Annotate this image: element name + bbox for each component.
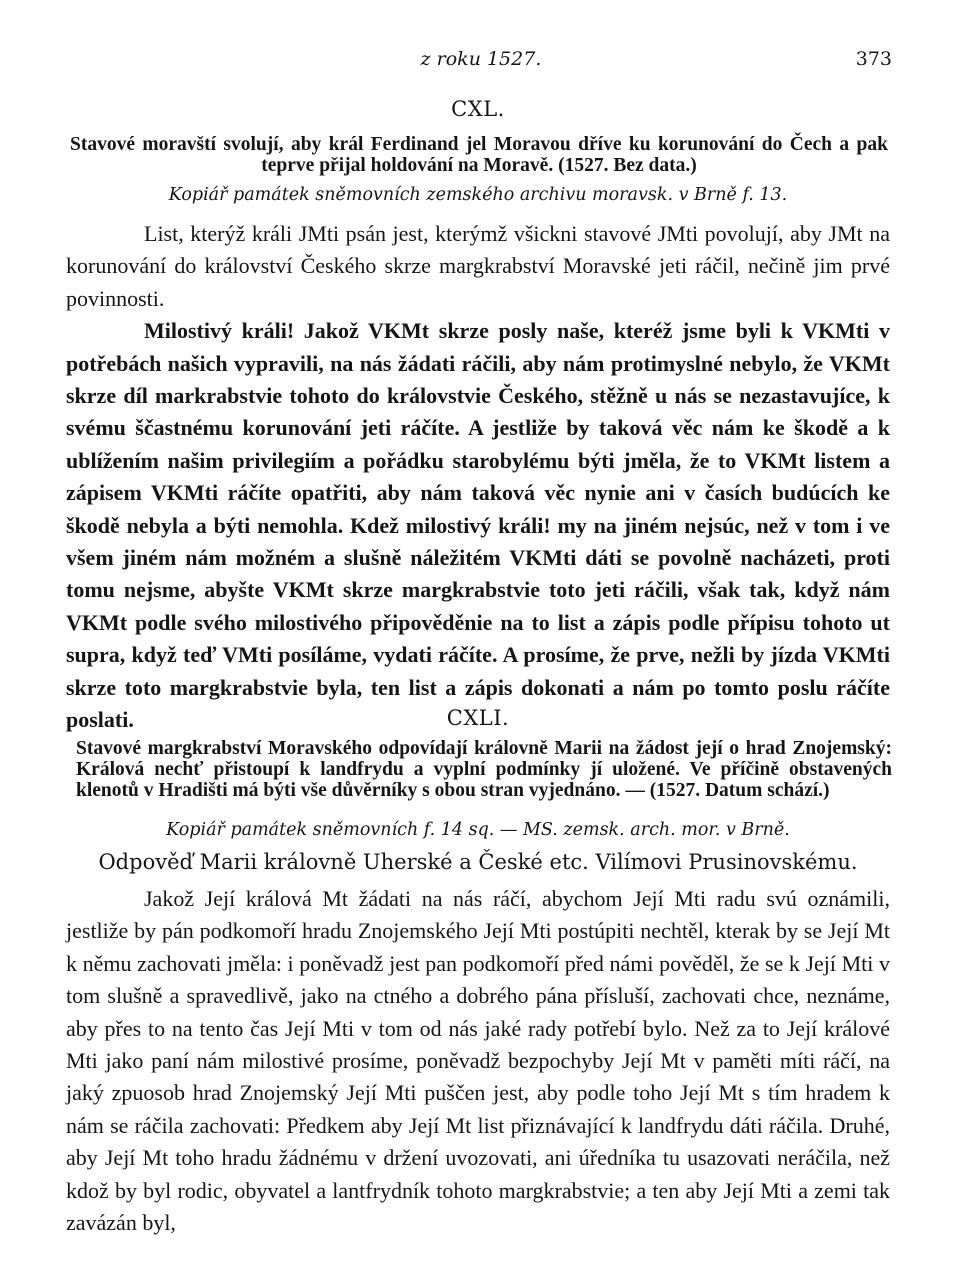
document-intro: List, kterýž králi JMti psán jest, kterýmž všickni stavové JMti povolují, aby JMt na korunování do království Českého skrze margkrabství Moravské jeti ráčil, nečině jim prvé povinnosti. — [66, 221, 890, 311]
document-number-cxli: CXLI. — [446, 706, 510, 730]
letter-text-cxl: Milostivý králi! Jakož VKMt skrze posly naše, kteréž jsme byli k VKMti v potřebách našich vypravili, na nás žádati ráčili, aby nám protimyslné nebylo, že VKMt skrze díl markrabstvie tohoto do královstvie Českého, stěžně u nás se nezastavujíce, k svému ščastnému korunování jeti ráčíte. A jestliže by taková věc nám ke škodě a k ublížením našim privilegiím a pořádku starobylému býti jměla, že to VKMt listem a zápisem VKMti ráčíte opatřiti, aby nám taková věc nynie ani v časích budúcích ke škodě nebyla a býti nemohla. Kdež milostivý králi! my na jiném nejsúc, než v tom i ve všem jiném nám možném a slušně náležitém VKMti dáti se povolně nacházeti, proti tomu nejsme, abyšte VKMt skrze margkrabstvie toto jeti ráčili, však tak, když nám VKMt podle svého milostivého připověděnie na to list a zápis podle přípisu tohoto ut supra, když teď VMti posíláme, vydati ráčíte. A prosíme, že prve, nežli by jízda VKMti skrze toto margkrabstvie byla, ten list a zápis dokonati a nám po tomto poslu ráčíte poslati. — [66, 318, 890, 733]
letter-address: Odpověď Marii královně Uherské a České etc. Vilímovi Prusinovskému. — [98, 850, 858, 874]
document-text-cxli — [66, 883, 890, 1239]
source-note-cxl: Kopiář památek sněmovních zemského archivu moravsk. v Brně f. 13. — [168, 185, 788, 205]
document-text-cxl — [66, 218, 890, 737]
document-summary-cxli: Stavové margkrabství Moravského odpovídají královně Marii na žádost její o hrad Znojemský: Králová nechť přistoupí k landfrydu a vyplní podmínky jí uložené. Ve příčině obstavených klenotů v Hradišti má býti vše důvěrníky s obou stran vyjednáno. — (1527. Datum schází.) — [76, 738, 892, 801]
running-title: z roku 1527. — [420, 48, 542, 70]
source-note-cxli: Kopiář památek sněmovních f. 14 sq. — MS. zemsk. arch. mor. v Brně. — [166, 820, 790, 840]
letter-text-cxli: Jakož Její králová Mt žádati na nás ráčí, abychom Její Mti radu svú oznámili, jestliže by pán podkomoří hradu Znojemského Její Mti postúpiti nechtěl, kterak by se Její Mt k němu zachovati jměla: i poněvadž jest pan podkomoří před námi pověděl, že se k Její Mti v tom slušně a spravedlivě, jako na ctného a dobrého pána přísluší, zachovati chce, neznáme, aby přes to na tento čas Její Mti v tom od nás jaké rady potřebí bylo. Než za to Její králové Mti jako paní nám milostivé prosíme, poněvadž bezpochyby Její Mt v paměti míti ráčí, na jaký zpuosob hrad Znojemský Její Mti puščen jest, aby podle toho Její Mt s tím hradem k nám se ráčila zachovati: Předkem aby Její Mt list přiznávající k landfrydu dáti ráčila. Druhé, aby Její Mt toho hradu žádnému v držení uvozovati, ani úředníka tu usazovati neráčila, než kdož by byl rodic, obyvatel a lantfrydník tohoto margkrabstvie; a ten aby Její Mti a zemi tak zavázán byl, — [66, 886, 890, 1236]
page-number: 373 — [855, 48, 892, 70]
document-number-cxl: CXL. — [451, 97, 505, 121]
running-head — [66, 48, 896, 74]
document-summary-cxl: Stavové moravští svolují, aby král Ferdinand jel Moravou dříve ku korunování do Čech a pak teprve přijal holdování na Moravě. (1527. Bez data.) — [70, 134, 888, 176]
